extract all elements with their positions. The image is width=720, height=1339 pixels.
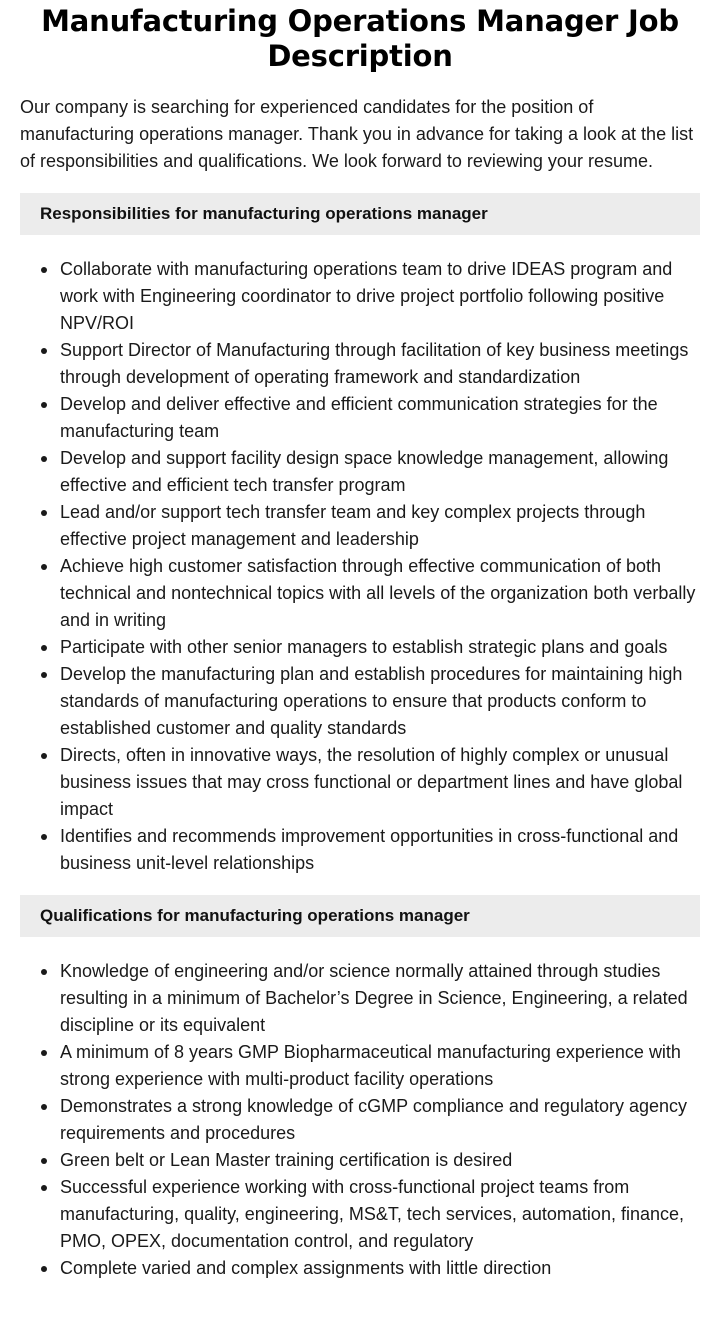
list-item	[20, 1093, 700, 1147]
list-item	[20, 1039, 700, 1093]
bullet-icon	[41, 1185, 47, 1191]
intro-paragraph: Our company is searching for experienced candidates for the position of manufacturing operations manager. Thank you in advance for taking a look at the list of responsibilities and qualifications. We look forward to reviewing your resume.	[20, 97, 694, 171]
list-item	[20, 1147, 700, 1174]
list-item-text: Develop the manufacturing plan and establish procedures for maintaining high standards of manufacturing operations to ensure that products conform to established customer and quality standards	[60, 664, 683, 738]
list-item-text: Knowledge of engineering and/or science normally attained through studies resulting in a minimum of Bachelor’s Degree in Science, Engineering, a related discipline or its equivalent	[60, 961, 688, 1035]
bullet-icon	[41, 1158, 47, 1164]
list-item-text: Develop and deliver effective and efficient communication strategies for the manufacturing team	[60, 394, 658, 441]
list-item-text: Collaborate with manufacturing operations team to drive IDEAS program and work with Engineering coordinator to drive project portfolio following positive NPV/ROI	[60, 259, 673, 333]
responsibilities-header: Responsibilities for manufacturing operations manager	[20, 193, 700, 235]
job-description-page	[0, 4, 720, 1339]
bullet-icon	[41, 645, 47, 651]
bullet-icon	[41, 564, 47, 570]
list-item-text: Develop and support facility design space knowledge management, allowing effective and efficient tech transfer program	[60, 448, 669, 495]
bullet-icon	[41, 1104, 47, 1110]
list-item	[20, 499, 700, 553]
qualifications-list	[20, 958, 700, 1282]
list-item-text: Successful experience working with cross-functional project teams from manufacturing, quality, engineering, MS&T, tech services, automation, finance, PMO, OPEX, documentation control, and regulatory	[60, 1177, 684, 1251]
list-item-text: Identifies and recommends improvement opportunities in cross-functional and business unit-level relationships	[60, 826, 679, 873]
responsibilities-list	[20, 256, 700, 877]
list-item-text: Participate with other senior managers to establish strategic plans and goals	[60, 637, 668, 657]
bullet-icon	[41, 753, 47, 759]
bullet-icon	[41, 969, 47, 975]
bullet-icon	[41, 267, 47, 273]
bullet-icon	[41, 456, 47, 462]
list-item-text: Support Director of Manufacturing through facilitation of key business meetings through development of operating framework and standardization	[60, 340, 689, 387]
list-item-text: Directs, often in innovative ways, the resolution of highly complex or unusual business issues that may cross functional or department lines and have global impact	[60, 745, 683, 819]
bullet-icon	[41, 1266, 47, 1272]
page-title: Manufacturing Operations Manager Job Description	[41, 4, 679, 73]
bullet-icon	[41, 1050, 47, 1056]
list-item	[20, 634, 700, 661]
list-item-text: Lead and/or support tech transfer team and key complex projects through effective project management and leadership	[60, 502, 646, 549]
bullet-icon	[41, 510, 47, 516]
list-item	[20, 958, 700, 1039]
bullet-icon	[41, 834, 47, 840]
bullet-icon	[41, 672, 47, 678]
list-item-text: Achieve high customer satisfaction through effective communication of both technical and nontechnical topics with all levels of the organization both verbally and in writing	[60, 556, 696, 630]
list-item	[20, 553, 700, 634]
list-item-text: A minimum of 8 years GMP Biopharmaceutical manufacturing experience with strong experience with multi-product facility operations	[60, 1042, 681, 1089]
list-item	[20, 1174, 700, 1255]
list-item	[20, 1255, 700, 1282]
list-item	[20, 661, 700, 742]
list-item	[20, 256, 700, 337]
list-item	[20, 823, 700, 877]
list-item	[20, 391, 700, 445]
qualifications-header: Qualifications for manufacturing operations manager	[20, 895, 700, 937]
list-item	[20, 337, 700, 391]
list-item-text: Green belt or Lean Master training certification is desired	[60, 1150, 513, 1170]
bullet-icon	[41, 348, 47, 354]
list-item	[20, 742, 700, 823]
list-item-text: Demonstrates a strong knowledge of cGMP compliance and regulatory agency requirements and procedures	[60, 1096, 688, 1143]
list-item	[20, 445, 700, 499]
list-item-text: Complete varied and complex assignments with little direction	[60, 1258, 552, 1278]
bullet-icon	[41, 402, 47, 408]
